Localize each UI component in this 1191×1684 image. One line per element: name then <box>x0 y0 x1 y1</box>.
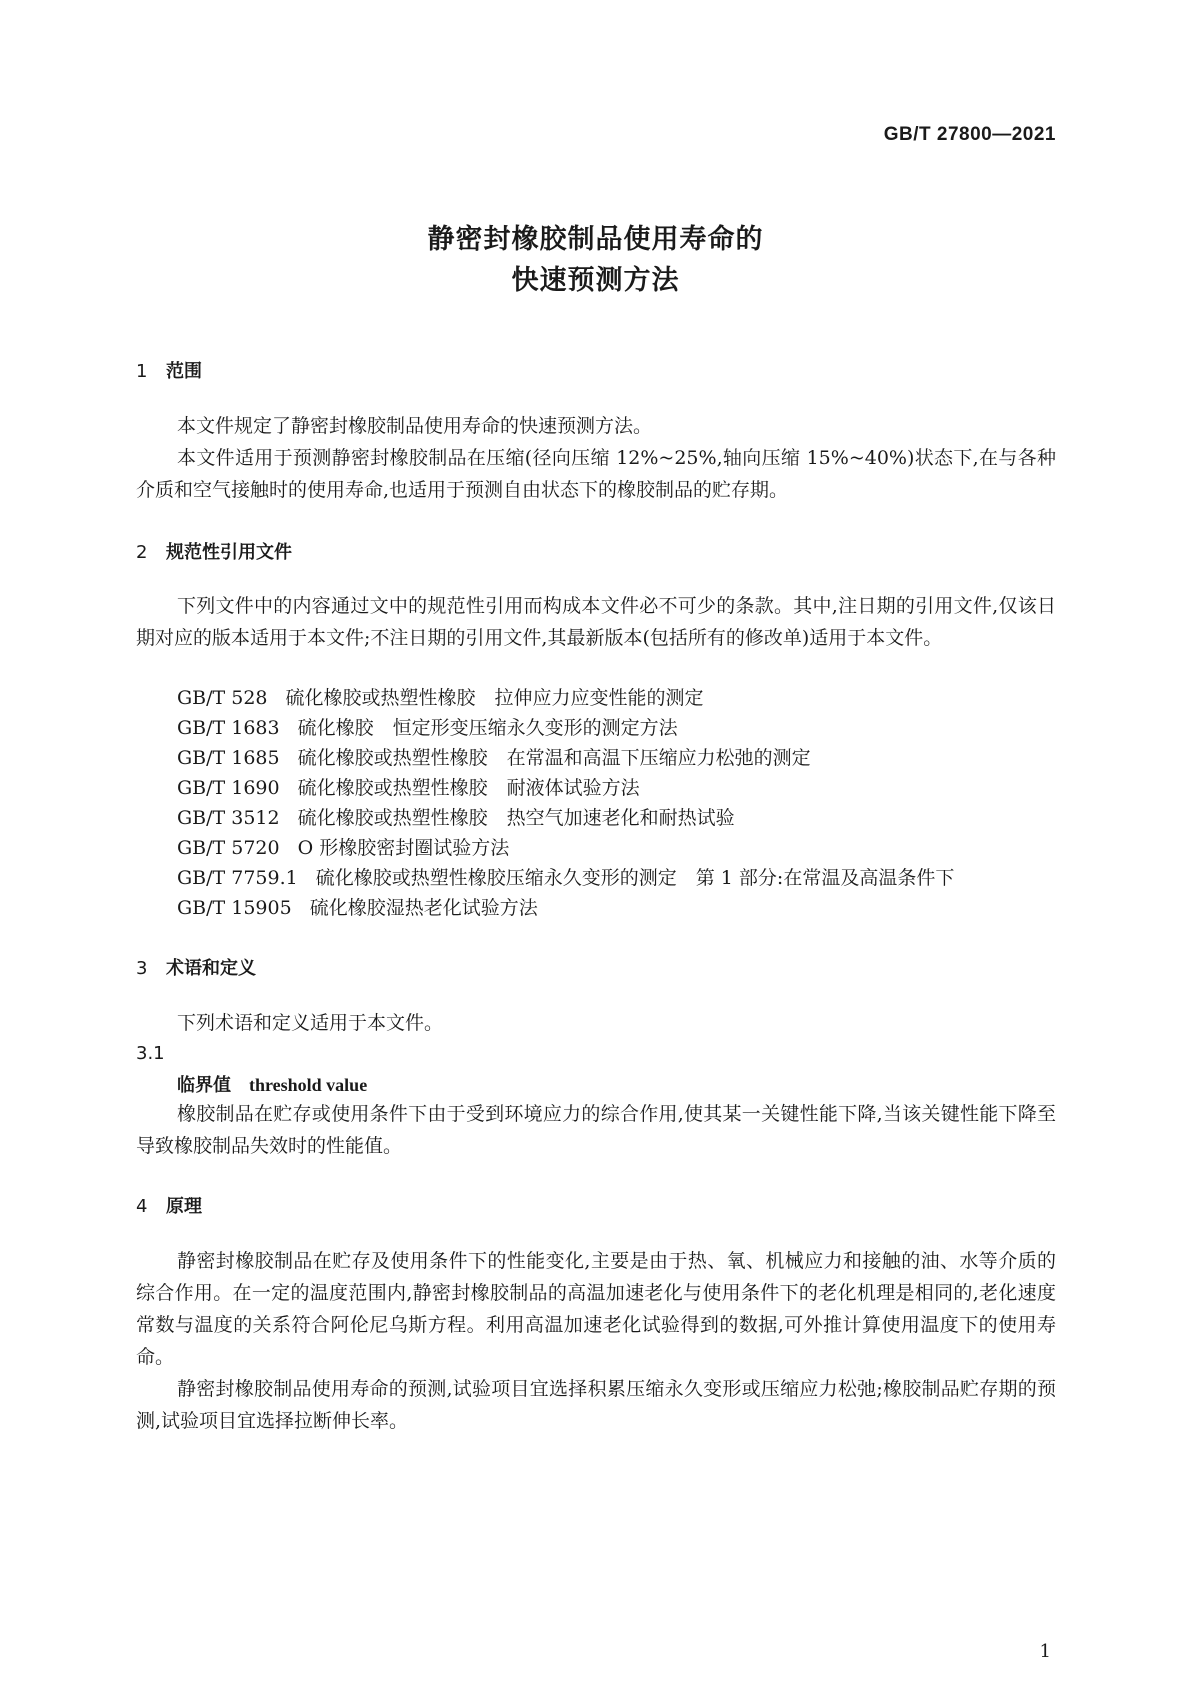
section-1-paragraph-2: 本文件适用于预测静密封橡胶制品在压缩(径向压缩 12%~25%,轴向压缩 15%~40%)状态下,在与各种介质和空气接触时的使用寿命,也适用于预测自由状态下的橡胶制品的贮存期。 <box>136 447 1056 501</box>
reference-item <box>177 833 509 860</box>
reference-item <box>177 803 735 830</box>
reference-code: GB/T 3512 <box>177 807 280 829</box>
reference-title: 硫化橡胶或热塑性橡胶 耐液体试验方法 <box>297 777 640 799</box>
term-chinese: 临界值 <box>177 1075 231 1096</box>
section-2-paragraph-1: 下列文件中的内容通过文中的规范性引用而构成本文件必不可少的条款。其中,注日期的引用文件,仅该日期对应的版本适用于本文件;不注日期的引用文件,其最新版本(包括所有的修改单)适用于本文件。 <box>136 595 1056 649</box>
section-3-heading <box>136 954 256 980</box>
section-number: 2 <box>136 542 148 563</box>
document-title-line-2: 快速预测方法 <box>511 265 680 296</box>
section-title: 术语和定义 <box>166 958 256 979</box>
section-1-heading <box>136 357 202 383</box>
reference-code: GB/T 528 <box>177 687 268 709</box>
standard-number: GB/T 27800—2021 <box>883 124 1056 145</box>
reference-title: 硫化橡胶或热塑性橡胶 在常温和高温下压缩应力松弛的测定 <box>297 747 811 769</box>
section-number: 1 <box>136 361 148 382</box>
section-4-paragraph-2: 静密封橡胶制品使用寿命的预测,试验项目宜选择积累压缩永久变形或压缩应力松弛;橡胶制品贮存期的预测,试验项目宜选择拉断伸长率。 <box>136 1378 1056 1432</box>
section-title: 原理 <box>166 1196 202 1217</box>
term-definition: 橡胶制品在贮存或使用条件下由于受到环境应力的综合作用,使其某一关键性能下降,当该关键性能下降至导致橡胶制品失效时的性能值。 <box>136 1103 1056 1157</box>
reference-title: 硫化橡胶 恒定形变压缩永久变形的测定方法 <box>297 717 678 739</box>
reference-title: 硫化橡胶或热塑性橡胶压缩永久变形的测定 第 1 部分:在常温及高温条件下 <box>315 867 955 889</box>
section-number: 3 <box>136 958 148 979</box>
reference-code: GB/T 1683 <box>177 717 280 739</box>
term-entry <box>177 1071 367 1097</box>
term-number: 3.1 <box>136 1043 165 1064</box>
reference-code: GB/T 15905 <box>177 897 292 919</box>
section-2-heading <box>136 538 292 564</box>
section-4-heading <box>136 1192 202 1218</box>
section-title: 范围 <box>166 361 202 382</box>
section-3-paragraph-1: 下列术语和定义适用于本文件。 <box>177 1012 444 1034</box>
reference-code: GB/T 7759.1 <box>177 867 298 889</box>
reference-code: GB/T 5720 <box>177 837 280 859</box>
page-number: 1 <box>1039 1641 1051 1662</box>
reference-title: 硫化橡胶湿热老化试验方法 <box>309 897 538 919</box>
term-english: threshold value <box>249 1075 368 1095</box>
reference-title: 硫化橡胶或热塑性橡胶 热空气加速老化和耐热试验 <box>297 807 735 829</box>
reference-item <box>177 743 811 770</box>
reference-code: GB/T 1685 <box>177 747 280 769</box>
reference-item <box>177 683 704 710</box>
section-number: 4 <box>136 1196 148 1217</box>
section-title: 规范性引用文件 <box>166 542 292 563</box>
reference-code: GB/T 1690 <box>177 777 280 799</box>
reference-item <box>177 773 640 800</box>
reference-title: O 形橡胶密封圈试验方法 <box>297 837 510 859</box>
section-4-paragraph-1: 静密封橡胶制品在贮存及使用条件下的性能变化,主要是由于热、氧、机械应力和接触的油、水等介质的综合作用。在一定的温度范围内,静密封橡胶制品的高温加速老化与使用条件下的老化机理是相同的,老化速度常数与温度的关系符合阿伦尼乌斯方程。利用高温加速老化试验得到的数据,可外推计算使用温度下的使用寿命。 <box>136 1250 1056 1368</box>
reference-item <box>177 863 954 890</box>
reference-title: 硫化橡胶或热塑性橡胶 拉伸应力应变性能的测定 <box>285 687 704 709</box>
section-1-paragraph-1: 本文件规定了静密封橡胶制品使用寿命的快速预测方法。 <box>177 415 653 437</box>
reference-item <box>177 893 538 920</box>
reference-item <box>177 713 678 740</box>
document-title-line-1: 静密封橡胶制品使用寿命的 <box>427 224 764 255</box>
